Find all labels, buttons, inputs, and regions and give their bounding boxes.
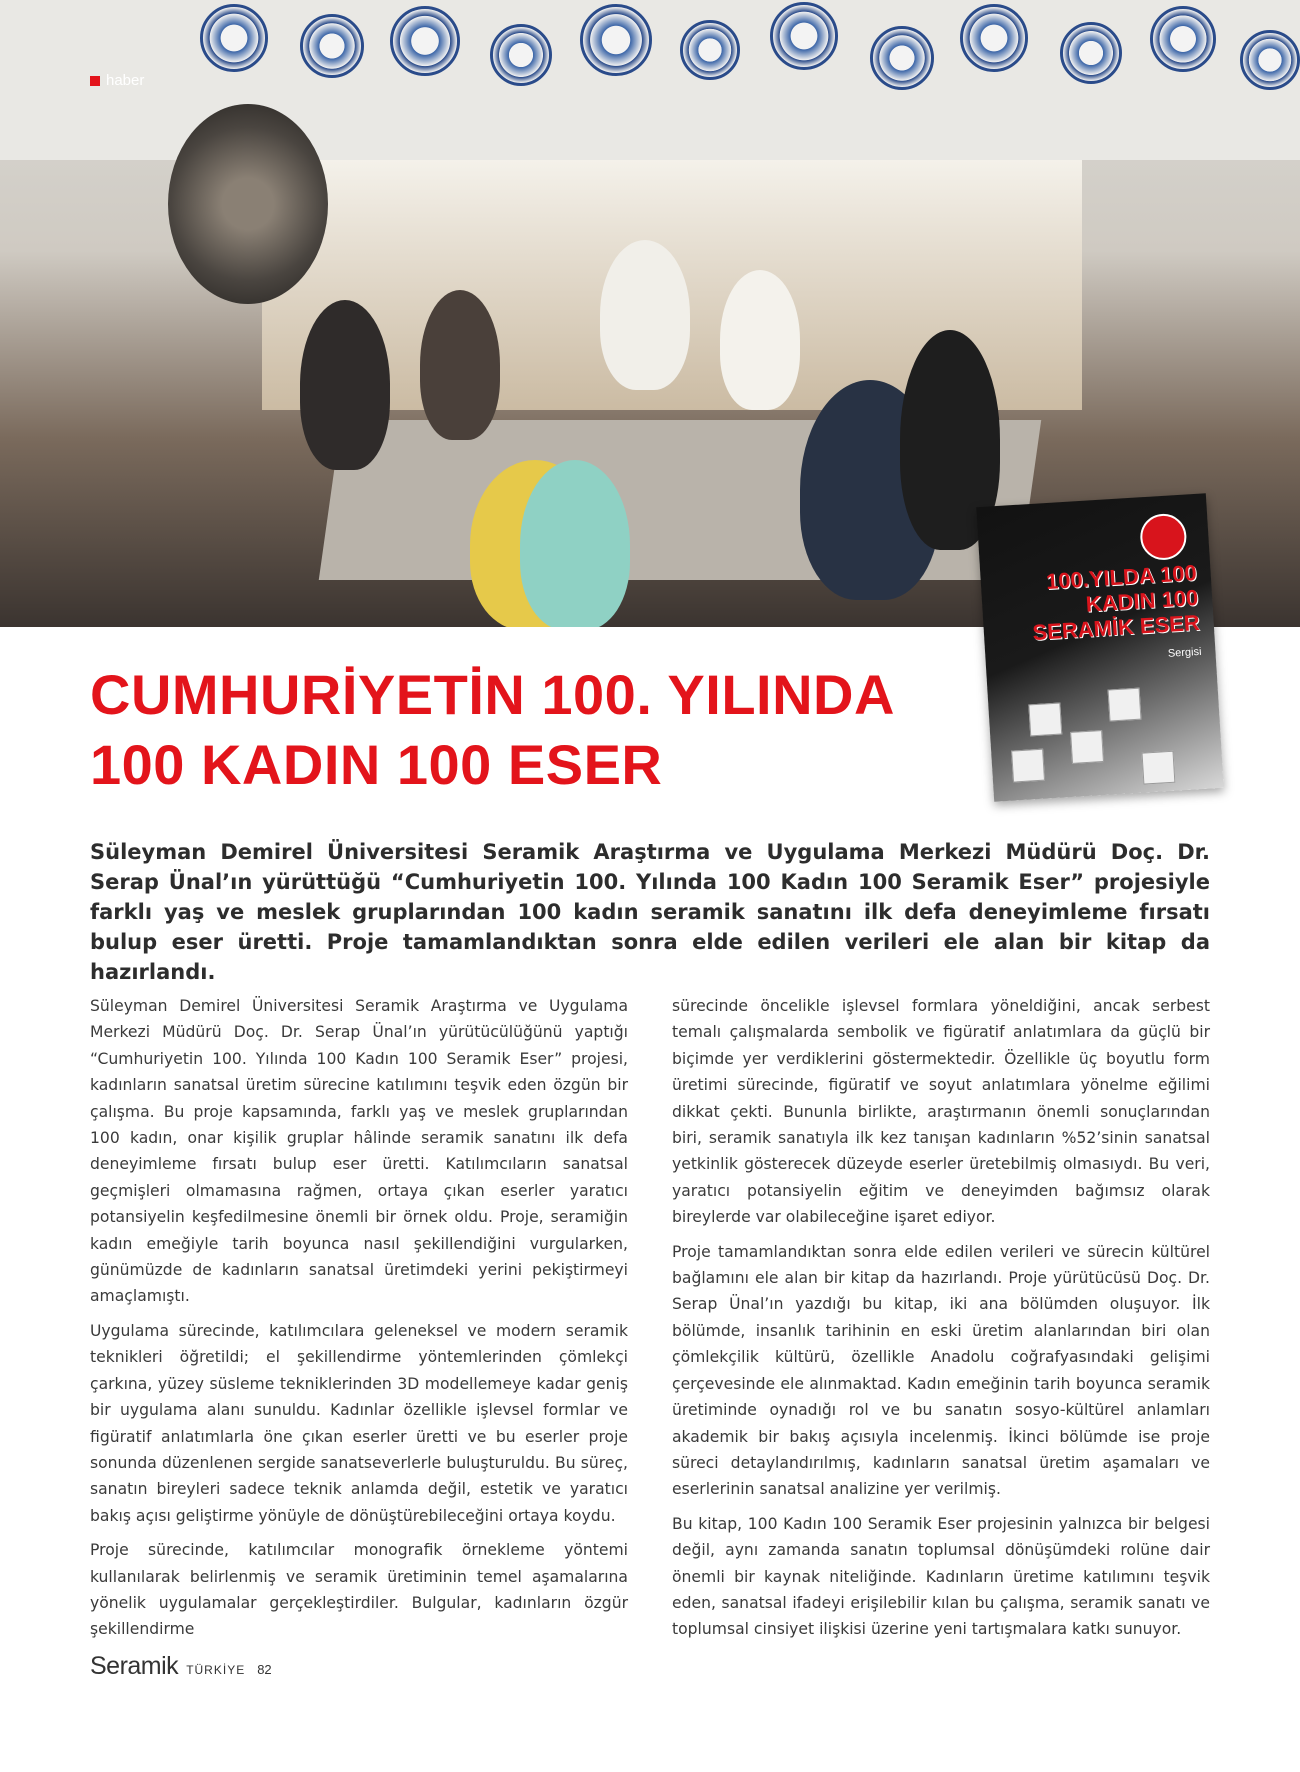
page-footer [90, 1652, 272, 1681]
wall-plate [580, 4, 652, 76]
body-paragraph: Bu kitap, 100 Kadın 100 Seramik Eser projesinin yalnızca bir belgesi değil, aynı zamanda sanatın toplumsal dönüşümdeki rolüne dair önemli bir kaynak niteliğinde. Kadınların üretime katılımını teşvik eden, sanatsal ifadeyi erişilebilir kılan bu çalışma, seramik sanatı ve toplumsal cinsiyet ilişkisi üzerine yeni tartışmalara katkı sunuyor. [672, 1514, 1210, 1639]
wall-plate [770, 2, 838, 70]
participant [720, 270, 800, 410]
wall-plate [200, 4, 268, 72]
wall-plate [490, 24, 552, 86]
body-paragraph: Proje sürecinde, katılımcılar monografik örnekleme yöntemi kullanılarak belirlenmiş ve seramik üretiminin temel aşamalarına yönelik uygulamalar gerçekleştirdiler. Bulgular, kadınların özgür şekillendirme [90, 1541, 628, 1639]
puzzle-piece-icon [1108, 688, 1142, 722]
puzzle-piece-icon [1070, 730, 1104, 764]
wall-plate [1240, 30, 1300, 90]
wall-plate [1060, 22, 1122, 84]
wall-plate [960, 4, 1028, 72]
body-paragraph: Proje tamamlandıktan sonra elde edilen verileri ve sürecin kültürel bağlamını ele alan bir kitap da hazırlandı. Proje yürütücüsü Doç. Dr. Serap Ünal’ın yazdığı bu kitap, iki ana bölümden oluşuyor. İlk bölümde, insanlık tarihinin en eski üretim alanlarından biri olan çömlekçilik kültürü, özellikle Anadolu coğrafyasındaki gelişimi çerçevesinde ele alınmaktad. Kadın emeğinin tarih boyunca seramik üretiminde oynadığı rol ve bu sanatın sosyo-kültürel anlamları akademik bir bakış açısıyla incelenmiş. İkinci bölümde ise proje süreci detaylandırılmış, kadınların sanatsal üretim aşamaları ve eserlerinin sanatsal analizine yer verilmiş. [672, 1242, 1210, 1499]
book-cover [976, 493, 1224, 801]
participant [420, 290, 500, 440]
puzzle-piece-icon [1028, 703, 1062, 737]
section-tag [90, 72, 144, 89]
wall-plate [390, 6, 460, 76]
lead-paragraph: Süleyman Demirel Üniversitesi Seramik Araştırma ve Uygulama Merkezi Müdürü Doç. Dr. Serap Ünal’ın yürüttüğü “Cumhuriyetin 100. Yılında 100 Kadın 100 Seramik Eser” projesiyle farklı yaş ve meslek gruplarından 100 kadın seramik sanatını ilk defa deneyimleme fırsatı bulup eser üretti. Proje tamamlandıktan sonra elde edilen verileri ele alan bir kitap da hazırlandı. [90, 840, 1210, 984]
wall-plate [870, 26, 934, 90]
body-paragraph: Uygulama sürecinde, katılımcılara geleneksel ve modern seramik teknikleri öğretildi; el şekillendirme yöntemlerinden çömlekçi çarkına, yüzey süsleme tekniklerinden 3D modellemeye kadar geniş bir uygulama alanı sunuldu. Kadınlar özellikle işlevsel formlar ve figüratif anlatımlarla öne çıkan eserler üretti ve bu eserler proje sonunda düzenlenen sergide sanatseverlerle buluşturuldu. Bu süreç, sanatın bireyleri sadece teknik anlamda değil, estetik ve yaratıcı bakış açısı geliştirme yönüyle de dönüştürebileceğini ortaya koydu. [90, 1321, 628, 1525]
wall-plate [680, 20, 740, 80]
book-title-text: 100.YILDA 100 KADIN 100 SERAMİK ESER [1031, 559, 1201, 646]
headline: CUMHURİYETİN 100. YILINDA 100 KADIN 100 ESER [90, 663, 893, 796]
hanging-ceramic [168, 104, 328, 304]
book-subtitle: Sergisi [1167, 645, 1202, 660]
magazine-brand-sub: TÜRKİYE [186, 1663, 246, 1677]
participant [300, 300, 390, 470]
book-cover-title [996, 560, 1202, 677]
body-column-right [672, 993, 1210, 1651]
body-paragraph: Süleyman Demirel Üniversitesi Seramik Araştırma ve Uygulama Merkezi Müdürü Doç. Dr. Serap Ünal’ın yürütücülüğünü yaptığı “Cumhuriyetin 100. Yılında 100 Kadın 100 Seramik Eser” projesi, kadınların sanatsal üretim sürecine katılımını teşvik eden özgün bir çalışma. Bu proje kapsamında, farklı yaş ve meslek gruplarından 100 kadın, onar kişilik gruplar hâlinde seramik sanatını ilk defa deneyimleme fırsatı bulup eser üretti. Katılımcıların sanatsal geçmişleri olmamasına rağmen, ortaya çıkan eserler yaratıcı potansiyelin keşfedilmesine önemli bir örnek oldu. Proje, seramiğin kadın emeğiyle tarih boyunca nasıl şekillendiğini vurgularken, günümüzde de kadınların sanatsal üretimdeki yerini pekiştirmeyi amaçlamıştı. [90, 997, 628, 1306]
body-paragraph: sürecinde öncelikle işlevsel formlara yöneldiğini, ancak serbest temalı çalışmalarda sembolik ve figüratif anlatımlara da güçlü bir biçimde yer verdiklerini göstermektedir. Özellikle üç boyutlu form üretimi sürecinde, figüratif ve soyut anlatımlara yönelme eğilimi dikkat çekti. Bununla birlikte, araştırmanın önemli sonuçlarından biri, seramik sanatıyla ilk kez tanışan kadınların %52’sinin sanatsal yetkinlik gösterecek düzeyde eserler üretebilmiş olmasıydı. Bu veri, yaratıcı potansiyelin eğitim ve deneyimden bağımsız olarak bireylerde var olabileceğine işaret ediyor. [672, 997, 1210, 1227]
emblem-icon [1139, 513, 1188, 562]
puzzle-piece-icon [1141, 751, 1175, 785]
magazine-brand: Seramik [90, 1652, 179, 1680]
wall-plate [300, 14, 364, 78]
page-number: 82 [257, 1662, 272, 1677]
tag-square-icon [90, 76, 100, 86]
puzzle-piece-icon [1011, 749, 1045, 783]
participant [520, 460, 630, 627]
wall-plate [1150, 6, 1216, 72]
section-tag-label: haber [106, 72, 145, 89]
body-column-left [90, 993, 628, 1651]
participant [600, 240, 690, 390]
